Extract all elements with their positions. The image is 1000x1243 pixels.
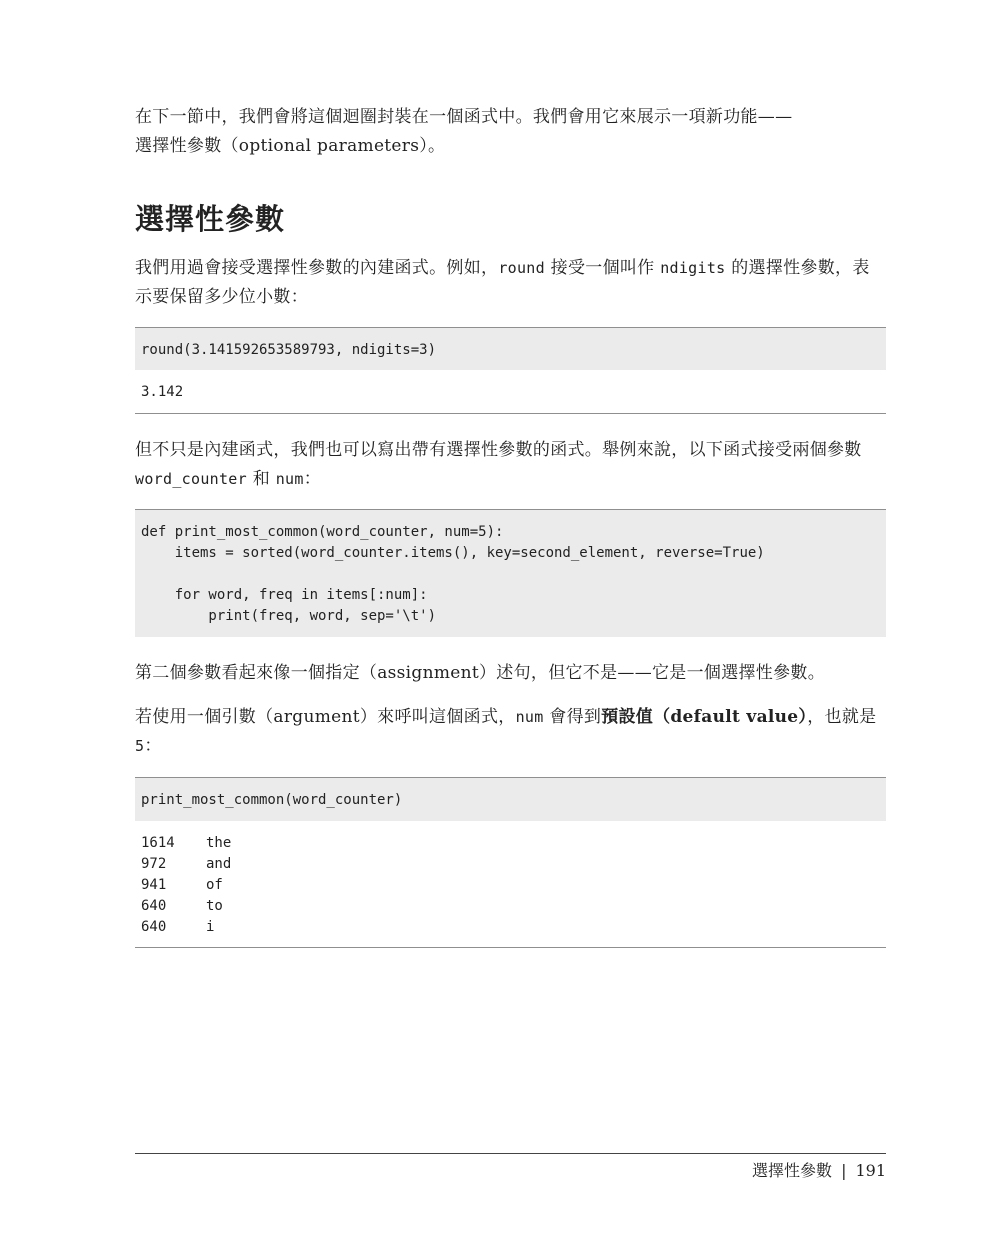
footer-rule — [135, 1153, 886, 1154]
assignment-paragraph — [135, 659, 886, 688]
para2-text-c: ： — [303, 469, 322, 489]
output-count: 972 — [141, 856, 167, 872]
round-paragraph — [135, 254, 886, 312]
page-number: 191 — [855, 1161, 886, 1180]
para2-text-a: 但不只是內建函式，我們也可以寫出帶有選擇性參數的函式。舉例來說，以下函式接受兩個參數 — [135, 440, 862, 460]
section-heading: 選擇性參數 — [135, 202, 286, 236]
code-input — [135, 327, 886, 370]
output-rows — [141, 833, 880, 938]
inline-code-ndigits: ndigits — [660, 259, 726, 277]
para1-text-b: 接受一個叫作 — [544, 258, 661, 278]
para4-text-c: ，也就是 — [807, 707, 877, 727]
inline-code-num: num — [515, 708, 544, 726]
inline-code-round: round — [498, 259, 545, 277]
para4-text-d: ： — [144, 736, 162, 756]
para4-text-a: 若使用一個引數（argument）來呼叫這個函式， — [135, 707, 516, 727]
code-output — [135, 370, 886, 414]
output-word: and — [206, 856, 232, 872]
output-count: 1614 — [141, 835, 175, 851]
function-paragraph — [135, 436, 886, 494]
code-input-text: print_most_common(word_counter) — [141, 792, 403, 808]
code-block-function — [135, 509, 886, 637]
output-row — [141, 875, 880, 896]
para2-text-b: 和 — [246, 469, 276, 489]
output-row — [141, 854, 880, 875]
page-footer — [752, 1158, 886, 1184]
output-word: of — [206, 877, 223, 893]
para4-text-b: 會得到 — [543, 707, 602, 727]
footer-section-title: 選擇性參數 — [752, 1161, 833, 1180]
code-input — [135, 509, 886, 637]
intro-line-2: 選擇性參數（optional parameters）。 — [135, 136, 446, 156]
code-block-call — [135, 777, 886, 948]
output-count: 941 — [141, 877, 167, 893]
output-count: 640 — [141, 919, 167, 935]
inline-code-5: 5 — [135, 737, 145, 755]
bold-term-default-value: 預設值（default value） — [601, 707, 808, 727]
output-row — [141, 917, 880, 938]
output-word: the — [206, 835, 232, 851]
code-input-text: def print_most_common(word_counter, num=5): items = sorted(word_counter.items(), key=second_element, reverse=True) for word, freq in items[:num]: print(freq, word, sep='\t') — [141, 524, 765, 624]
code-input-text: round(3.141592653589793, ndigits=3) — [141, 342, 437, 358]
default-value-paragraph — [135, 703, 886, 761]
intro-line-1: 在下一節中，我們會將這個迴圈封裝在一個函式中。我們會用它來展示一項新功能—— — [135, 107, 793, 127]
output-word: i — [206, 919, 215, 935]
para1-text-a: 我們用過會接受選擇性參數的內建函式。例如， — [135, 258, 499, 278]
inline-code-word-counter: word_counter — [135, 470, 247, 488]
para3-text: 第二個參數看起來像一個指定（assignment）述句，但它不是——它是一個選擇性參數。 — [135, 663, 826, 683]
inline-code-num: num — [275, 470, 304, 488]
footer-separator: | — [841, 1161, 847, 1180]
output-row — [141, 833, 880, 854]
para1-text-c: 的選擇性參數，表示要保留多少位小數： — [135, 258, 870, 307]
intro-paragraph — [135, 103, 886, 161]
code-output-text: 3.142 — [141, 384, 184, 400]
output-row — [141, 896, 880, 917]
code-block-round — [135, 327, 886, 414]
output-word: to — [206, 898, 223, 914]
code-input — [135, 777, 886, 821]
output-count: 640 — [141, 898, 167, 914]
code-output — [135, 821, 886, 948]
